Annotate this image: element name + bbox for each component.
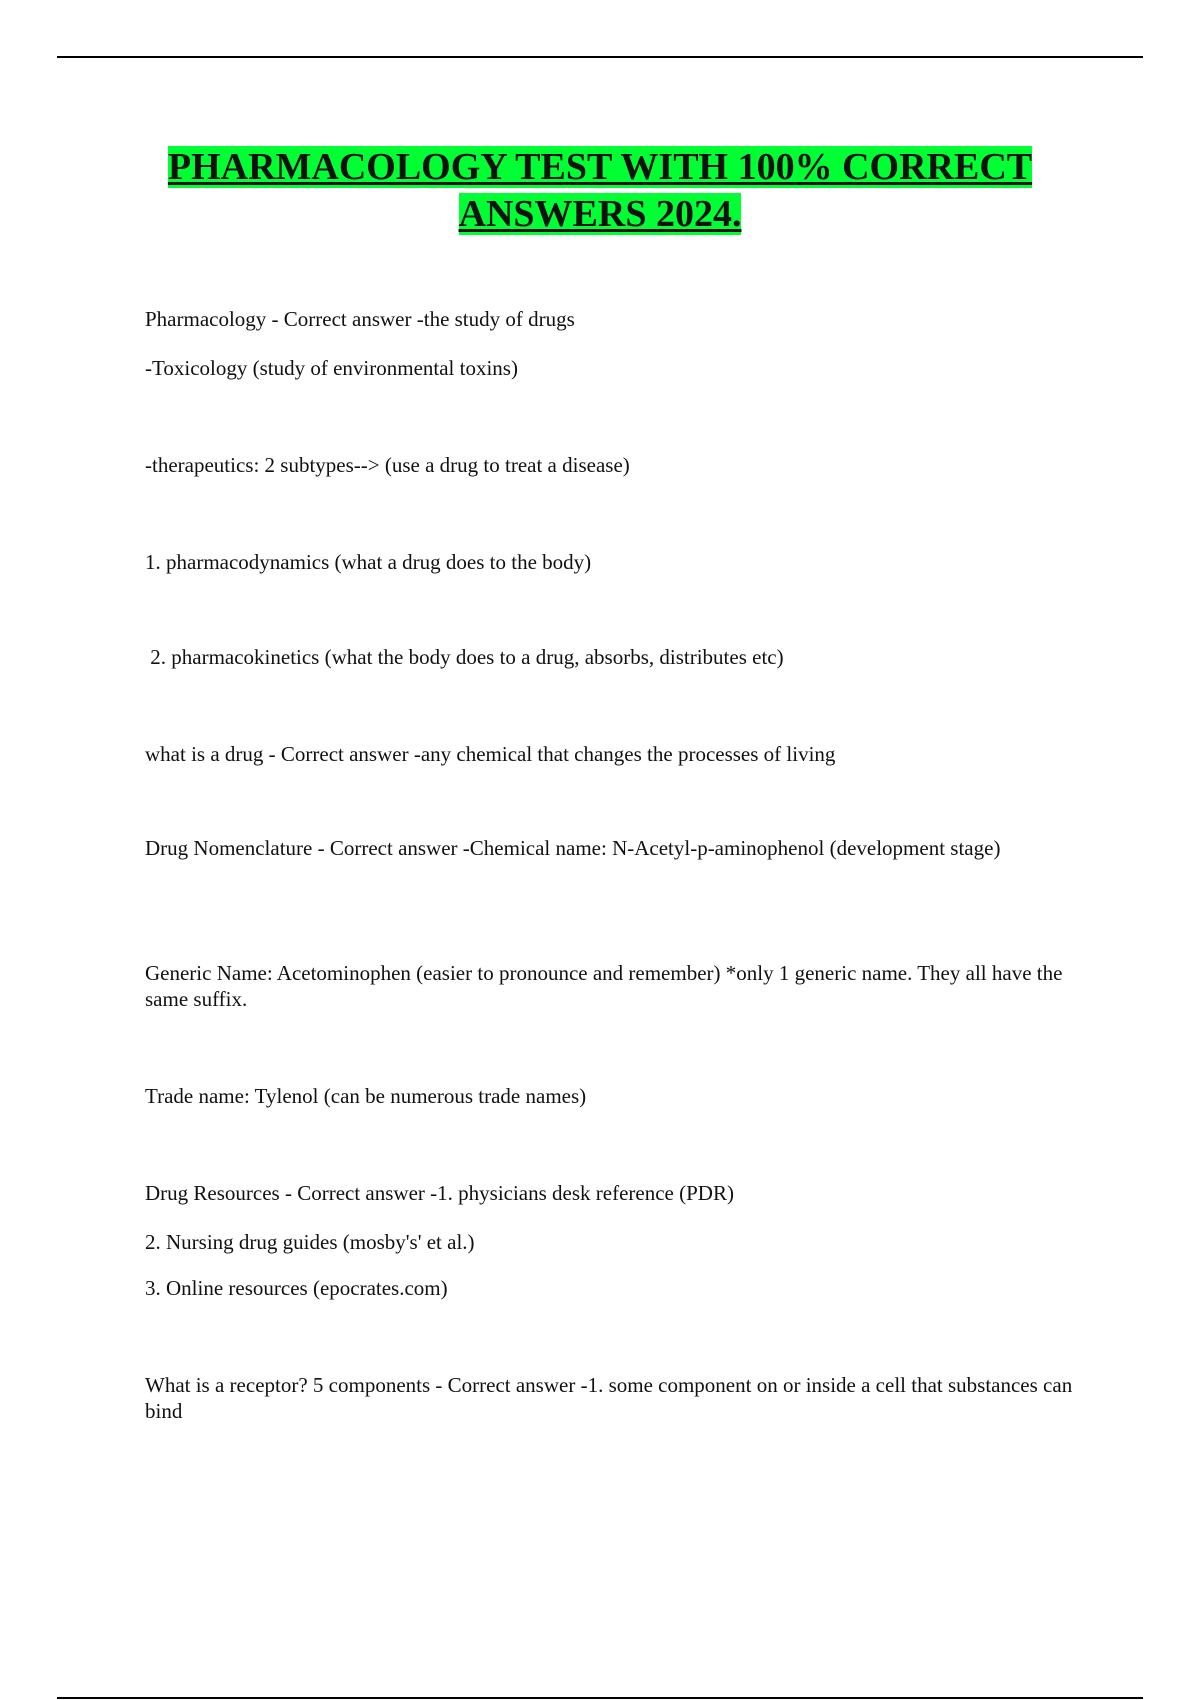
paragraph-trade-name: Trade name: Tylenol (can be numerous trade names) bbox=[145, 1084, 587, 1108]
title-line-2: ANSWERS 2024. bbox=[458, 193, 742, 235]
paragraph-pharmacokinetics: 2. pharmacokinetics (what the body does to a drug, absorbs, distributes etc) bbox=[145, 645, 784, 669]
paragraph-drug-nomenclature: Drug Nomenclature - Correct answer -Chemical name: N-Acetyl-p-aminophenol (development stage) bbox=[145, 836, 1001, 860]
paragraph-therapeutics: -therapeutics: 2 subtypes--> (use a drug to treat a disease) bbox=[145, 453, 630, 477]
paragraph-what-is-a-drug: what is a drug - Correct answer -any chemical that changes the processes of living bbox=[145, 742, 836, 766]
paragraph-pharmacology: Pharmacology - Correct answer -the study of drugs bbox=[145, 307, 575, 331]
title-line-1: PHARMACOLOGY TEST WITH 100% CORRECT bbox=[167, 146, 1033, 188]
paragraph-pharmacodynamics: 1. pharmacodynamics (what a drug does to the body) bbox=[145, 550, 592, 574]
paragraph-drug-resources: Drug Resources - Correct answer -1. physicians desk reference (PDR) bbox=[145, 1181, 734, 1205]
paragraph-online-resources: 3. Online resources (epocrates.com) bbox=[145, 1276, 448, 1300]
header-rule bbox=[57, 56, 1143, 58]
paragraph-receptor: What is a receptor? 5 components - Correct answer -1. some component on or inside a cell that substances can bind bbox=[145, 1373, 1073, 1423]
paragraph-toxicology: -Toxicology (study of environmental toxins) bbox=[145, 356, 518, 380]
document-title bbox=[100, 144, 1100, 238]
paragraph-generic-name: Generic Name: Acetominophen (easier to pronounce and remember) *only 1 generic name. They all have the same suffix. bbox=[145, 961, 1063, 1011]
footer-rule bbox=[57, 1697, 1143, 1699]
paragraph-nursing-drug-guides: 2. Nursing drug guides (mosby's' et al.) bbox=[145, 1230, 475, 1254]
